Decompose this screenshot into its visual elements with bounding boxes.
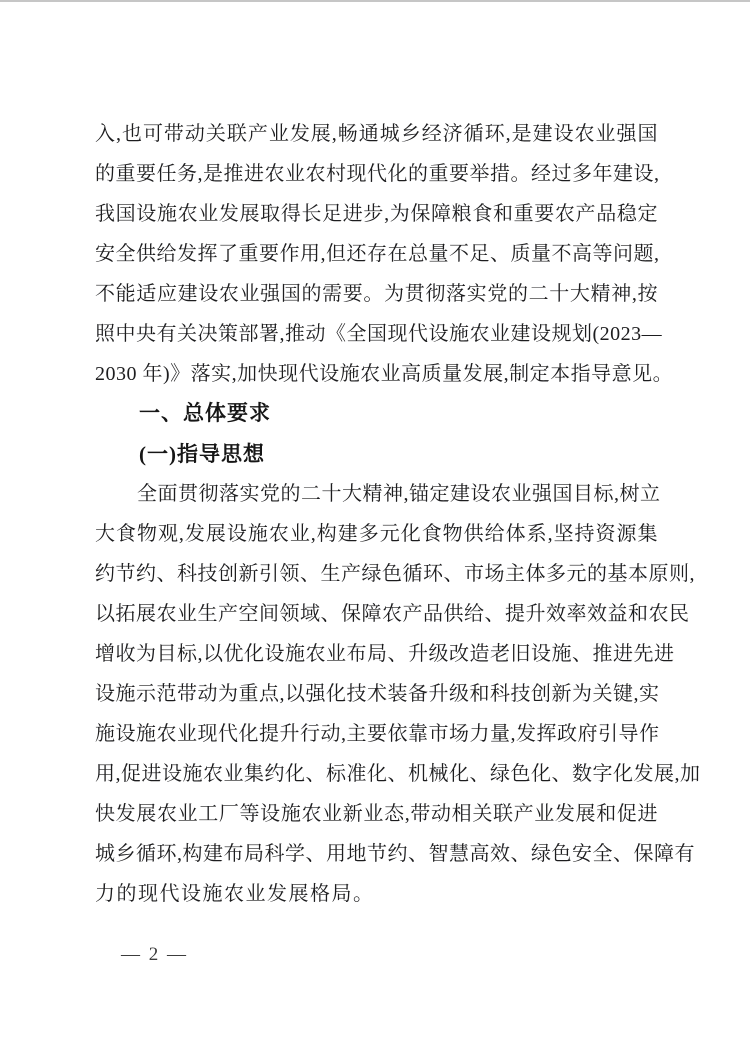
text-line: 施设施农业现代化提升行动,主要依靠市场力量,发挥政府引导作 [95, 723, 660, 745]
scan-edge-line [0, 0, 750, 2]
text-line: 设施示范带动为重点,以强化技术装备升级和科技创新为关键,实 [95, 683, 660, 705]
text-line: 以拓展农业生产空间领域、保障农产品供给、提升效率效益和农民 [95, 603, 690, 625]
document-body [95, 114, 701, 914]
text-line: 照中央有关决策部署,推动《全国现代设施农业建设规划(2023— [95, 323, 663, 345]
page-number: — 2 — [121, 944, 188, 965]
text-line: 全面贯彻落实党的二十大精神,锚定建设农业强国目标,树立 [137, 483, 661, 505]
text-line: 力的现代设施农业发展格局。 [95, 883, 375, 905]
text-line: 的重要任务,是推进农业农村现代化的重要举措。经过多年建设, [95, 163, 660, 185]
text-line: 我国设施农业发展取得长足进步,为保障粮食和重要农产品稳定 [95, 203, 658, 225]
text-line: 用,促进设施农业集约化、标准化、机械化、绿色化、数字化发展,加 [95, 763, 701, 785]
text-line: 增收为目标,以优化设施农业布局、升级改造老旧设施、推进先进 [95, 643, 675, 665]
section-heading: 一、总体要求 [139, 402, 271, 425]
text-line: 不能适应建设农业强国的需要。为贯彻落实党的二十大精神,按 [95, 283, 658, 305]
subsection-heading: (一)指导思想 [139, 442, 265, 466]
text-line: 安全供给发挥了重要作用,但还存在总量不足、质量不高等问题, [95, 243, 660, 265]
text-line: 快发展农业工厂等设施农业新业态,带动相关联产业发展和促进 [95, 803, 658, 825]
paragraph-continuation [95, 114, 674, 394]
text-line: 入,也可带动关联产业发展,畅通城乡经济循环,是建设农业强国 [95, 123, 658, 145]
text-line: 城乡循环,构建布局科学、用地节约、智慧高效、绿色安全、保障有 [95, 843, 695, 865]
text-line: 大食物观,发展设施农业,构建多元化食物供给体系,坚持资源集 [95, 523, 658, 545]
text-line: 2030 年)》落实,加快现代设施农业高质量发展,制定本指导意见。 [95, 363, 674, 385]
paragraph-guiding-ideology [95, 474, 701, 914]
text-line: 约节约、科技创新引领、生产绿色循环、市场主体多元的基本原则, [95, 563, 695, 585]
